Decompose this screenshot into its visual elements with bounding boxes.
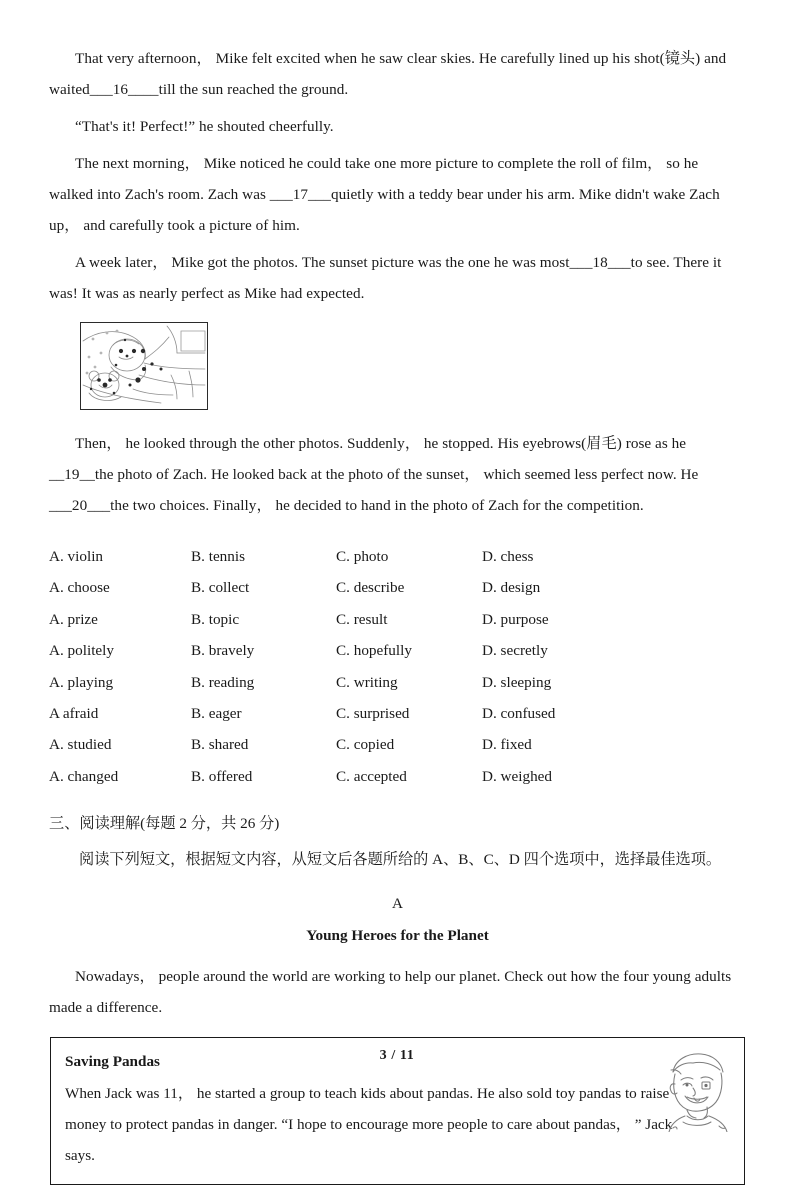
passage-illustration-wrap	[80, 322, 746, 410]
choice-option-d[interactable]: D. sleeping	[482, 673, 552, 691]
choice-option-a[interactable]: A. violin	[49, 548, 104, 565]
choice-option-c[interactable]: C. describe	[336, 579, 405, 597]
passage-paragraph: Then， he looked through the other photos. Suddenly， he stopped. His eyebrows(眉毛) rose as he __19__the photo of Zach. He looked back at the photo of the sunset， which seemed less perfect now. He ___20___the two choices. Finally， he decided to hand in the photo of Zach for the competition.	[49, 435, 699, 514]
choice-option-c[interactable]: C. surprised	[336, 705, 410, 723]
choice-option-b[interactable]: B. shared	[191, 736, 249, 754]
passage-paragraph: The next morning， Mike noticed he could take one more picture to complete the roll of film， so he walked into Zach's room. Zach was ___17___quietly with a teddy bear under his arm. Mike didn't wake Zach up， and carefully took a picture of him.	[49, 155, 720, 234]
choice-option-a[interactable]: A afraid	[49, 705, 99, 723]
choice-option-c[interactable]: C. writing	[336, 673, 398, 691]
choice-option-d[interactable]: D. chess	[482, 548, 534, 565]
choice-option-b[interactable]: B. bravely	[191, 642, 255, 660]
cloze-passage	[49, 43, 746, 309]
choice-option-b[interactable]: B. reading	[191, 673, 255, 691]
section-letter: A	[392, 895, 403, 913]
choice-option-d[interactable]: D. design	[482, 579, 541, 597]
choice-option-c[interactable]: C. hopefully	[336, 642, 412, 660]
choice-option-b[interactable]: B. offered	[191, 767, 253, 785]
choice-row	[49, 667, 746, 698]
choice-option-a[interactable]: A. playing	[49, 673, 114, 691]
choice-option-d[interactable]: D. fixed	[482, 736, 532, 754]
choice-row	[49, 698, 746, 729]
article-title: Young Heroes for the Planet	[306, 927, 489, 945]
multiple-choice-list	[49, 541, 746, 792]
passage-paragraph: A week later， Mike got the photos. The sunset picture was the one he was most___18___to see. There it was! It was as nearly perfect as Mike had expected.	[49, 254, 722, 302]
choice-option-b[interactable]: B. collect	[191, 579, 250, 597]
choice-option-d[interactable]: D. weighed	[482, 767, 553, 785]
article-intro: Nowadays， people around the world are working to help our planet. Check out how the four young adults made a difference.	[49, 968, 732, 1017]
reading-section-instruction: 阅读下列短文，根据短文内容，从短文后各题所给的 A、B、C、D 四个选项中，选择最佳选项。	[79, 851, 722, 869]
page-footer: 3 / 11	[379, 1048, 415, 1063]
page-content	[49, 43, 746, 1185]
choice-option-b[interactable]: B. topic	[191, 610, 240, 628]
choice-option-b[interactable]: B. eager	[191, 705, 242, 723]
passage-paragraph: “That's it! Perfect!” he shouted cheerfully.	[75, 118, 334, 135]
choice-option-a[interactable]: A. changed	[49, 767, 119, 785]
choice-option-c[interactable]: C. copied	[336, 736, 395, 754]
sleeping-child-illustration	[80, 322, 208, 410]
choice-option-b[interactable]: B. tennis	[191, 548, 246, 565]
choice-option-d[interactable]: D. purpose	[482, 610, 549, 628]
choice-option-a[interactable]: A. choose	[49, 579, 110, 597]
reading-section-heading: 三、阅读理解(每题 2 分，共 26 分)	[49, 815, 280, 833]
choice-option-c[interactable]: C. accepted	[336, 767, 407, 785]
choice-option-a[interactable]: A. studied	[49, 736, 112, 754]
choice-option-c[interactable]: C. photo	[336, 548, 389, 565]
choice-option-d[interactable]: D. confused	[482, 705, 556, 723]
choice-option-a[interactable]: A. politely	[49, 642, 114, 660]
choice-option-d[interactable]: D. secretly	[482, 642, 548, 660]
choice-row	[49, 541, 746, 572]
choice-option-a[interactable]: A. prize	[49, 610, 98, 628]
choice-row	[49, 729, 746, 760]
panel-title: Saving Pandas	[65, 1053, 160, 1071]
choice-row	[49, 604, 746, 635]
passage-paragraph: That very afternoon， Mike felt excited when he saw clear skies. He carefully lined up his shot(镜头) and waited___16____till the sun reached the ground.	[49, 50, 727, 98]
choice-option-c[interactable]: C. result	[336, 610, 388, 628]
choice-row	[49, 572, 746, 603]
panel-body: When Jack was 11， he started a group to teach kids about pandas. He also sold toy pandas to raise money to protect pandas in danger. “I hope to encourage more people to care about pandas， ” Jack says.	[65, 1085, 673, 1165]
choice-row	[49, 761, 746, 792]
choice-row	[49, 635, 746, 666]
